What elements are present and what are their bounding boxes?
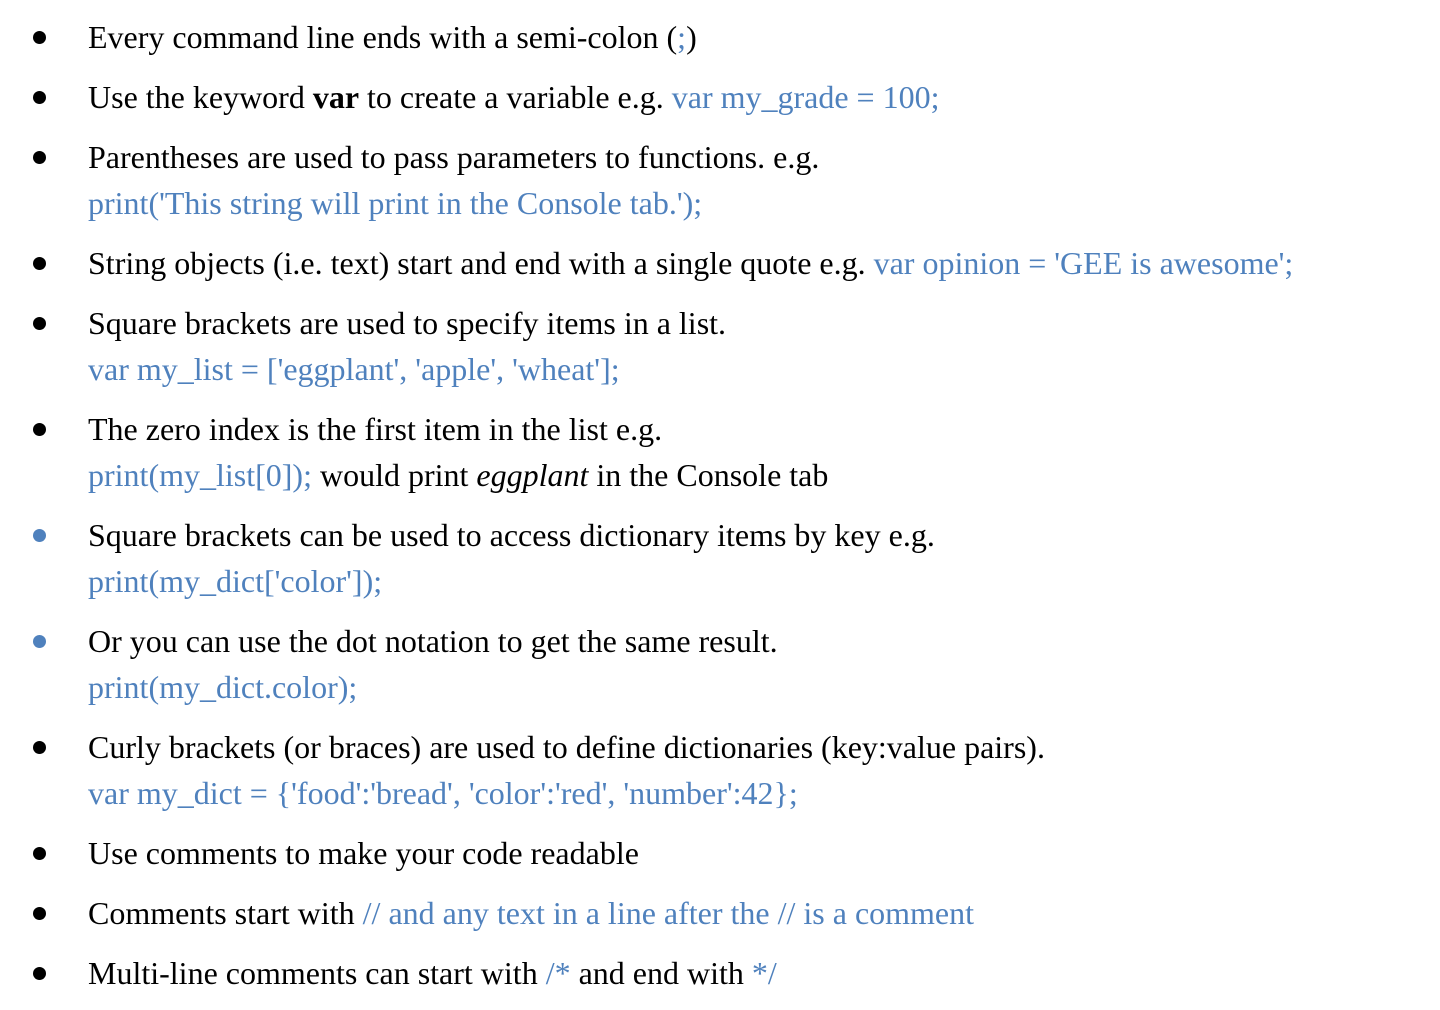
list-item-line	[88, 346, 1440, 392]
list-item-line	[88, 558, 1440, 604]
text-segment-normal: in the Console tab	[588, 457, 829, 493]
list-item-line	[88, 724, 1440, 770]
bullet-icon	[33, 257, 46, 270]
list-item-line	[88, 950, 1440, 996]
text-segment-code: print(my_dict.color);	[88, 669, 358, 705]
list-item	[0, 406, 1440, 498]
list-item-line	[88, 664, 1440, 710]
text-segment-code: ;	[677, 19, 687, 55]
text-segment-normal: to create a variable e.g.	[359, 79, 672, 115]
list-item-line	[88, 512, 1440, 558]
text-segment-code: var my_list = ['eggplant', 'apple', 'wheat'];	[88, 351, 620, 387]
text-segment-code: // and any text in a line after the // is a comment	[362, 895, 975, 931]
bullet-icon	[33, 907, 46, 920]
bullet-icon	[33, 317, 46, 330]
list-item	[0, 618, 1440, 710]
text-segment-normal: Parentheses are used to pass parameters to functions. e.g.	[88, 139, 820, 175]
bullet-icon	[33, 423, 46, 436]
text-segment-normal: would print	[311, 457, 477, 493]
text-segment-code: var my_dict = {'food':'bread', 'color':'red', 'number':42};	[88, 775, 798, 811]
text-segment-normal: and end with	[570, 955, 752, 991]
bullet-icon	[33, 151, 46, 164]
bullet-icon	[33, 31, 46, 44]
text-segment-normal: )	[686, 19, 697, 55]
list-item-line	[88, 134, 1440, 180]
list-item-line	[88, 14, 1440, 60]
text-segment-code: var my_grade = 100;	[671, 79, 940, 115]
list-item	[0, 950, 1440, 996]
text-segment-normal: Use comments to make your code readable	[88, 835, 639, 871]
text-segment-code: */	[751, 955, 777, 991]
list-item-line	[88, 180, 1440, 226]
bullet-icon	[33, 741, 46, 754]
text-segment-normal: Every command line ends with a semi-colon (	[88, 19, 678, 55]
list-item-line	[88, 830, 1440, 876]
list-item-line	[88, 300, 1440, 346]
text-segment-italic: eggplant	[476, 457, 589, 493]
list-item-line	[88, 452, 1440, 498]
list-item	[0, 724, 1440, 816]
list-item	[0, 890, 1440, 936]
list-item-line	[88, 618, 1440, 664]
text-segment-code: print(my_dict['color']);	[88, 563, 383, 599]
list-item	[0, 74, 1440, 120]
text-segment-code: print('This string will print in the Console tab.');	[88, 185, 703, 221]
text-segment-normal: Square brackets are used to specify items in a list.	[88, 305, 727, 341]
text-segment-normal: Multi-line comments can start with	[88, 955, 546, 991]
text-segment-code: var opinion = 'GEE is awesome';	[873, 245, 1294, 281]
list-item	[0, 300, 1440, 392]
list-item	[0, 134, 1440, 226]
bullet-icon	[33, 847, 46, 860]
text-segment-normal: Comments start with	[88, 895, 363, 931]
bullet-icon	[33, 967, 46, 980]
text-segment-normal: The zero index is the first item in the list e.g.	[88, 411, 663, 447]
text-segment-normal: Or you can use the dot notation to get the same result.	[88, 623, 778, 659]
list-item-line	[88, 240, 1440, 286]
text-segment-normal: Curly brackets (or braces) are used to define dictionaries (key:value pairs).	[88, 729, 1045, 765]
text-segment-normal: Square brackets can be used to access dictionary items by key e.g.	[88, 517, 935, 553]
list-item	[0, 14, 1440, 60]
bullet-icon	[33, 635, 46, 648]
list-item-line	[88, 74, 1440, 120]
bullet-icon	[33, 91, 46, 104]
text-segment-code: /*	[545, 955, 571, 991]
list-item-line	[88, 890, 1440, 936]
bullet-icon	[33, 529, 46, 542]
text-segment-normal: String objects (i.e. text) start and end with a single quote e.g.	[88, 245, 874, 281]
list-item-line	[88, 770, 1440, 816]
text-segment-code: print(my_list[0]);	[88, 457, 312, 493]
text-segment-normal: Use the keyword	[88, 79, 313, 115]
list-item	[0, 512, 1440, 604]
list-item-line	[88, 406, 1440, 452]
list-item	[0, 240, 1440, 286]
list-item	[0, 830, 1440, 876]
text-segment-bold: var	[312, 79, 360, 115]
